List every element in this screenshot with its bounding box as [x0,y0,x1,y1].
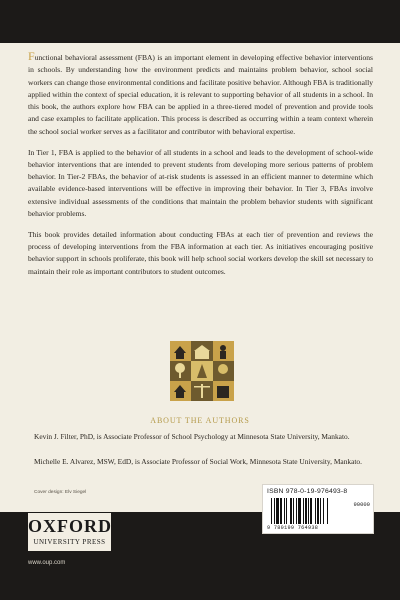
price-code: 90000 [353,501,370,508]
description [28,50,373,287]
paragraph-3: This book provides detailed information about conducting FBAs at each tier of prevention and reviews the process of developing interventions from the FBA information at each tier. As initiatives encouraging positive behavior support in schools proliferate, this book will help school social workers develop the skill set necessary to maintain their role as important contributors to student outcomes. [28,229,373,276]
book-emblem-icon [170,341,234,401]
about-authors-heading: ABOUT THE AUTHORS [150,416,250,425]
barcode-icon [271,498,349,524]
drop-cap: F [28,49,35,63]
author-bio-alvarez: Michelle E. Alvarez, MSW, EdD, is Associate Professor of Social Work, Minnesota State University, Mankato. [34,457,362,466]
cover-design-credit: Cover design: Elv Siegel [34,490,87,495]
isbn-label: ISBN 978-0-19-976493-8 [267,488,348,495]
paragraph-1-text: unctional behavioral assessment (FBA) is an important element in developing effective behavior interventions in schools. By understanding how the environment predicts and maintains problem behavior, school social workers can change those environmental conditions and facilitate positive behavior. Although FBA is traditionally applied within the context of special education, it is relevant to supporting behavior of all students in a school. In this book, the authors explore how FBA can be applied in a three-tiered model of prevention and provide tools and case examples to facilitate application. This process is described as occurring within a team context wherein the school social worker serves as a facilitator and contributor with behavioral expertise. [28,53,373,136]
publisher-name: OXFORD [28,516,112,536]
top-band [0,0,400,43]
paragraph-2: In Tier 1, FBA is applied to the behavior of all students in a school and leads to the development of school-wide behavior interventions that are intended to prevent students from developing more serious patterns of problem behavior. In Tier-2 FBAs, the behavior of at-risk students is assessed in an efficient manner to determine which available evidence-based interventions will be effective in improving their behavior. In Tier 3, FBAs involve extensive individual assessments of the conditions that maintain the problem behavior students with significant behavior problems. [28,147,373,219]
author-bio-filter: Kevin J. Filter, PhD, is Associate Professor of School Psychology at Minnesota State University, Mankato. [34,432,350,441]
barcode-number: 9 780199 764938 [267,525,319,531]
paragraph-1 [28,50,373,138]
publisher-url: www.oup.com [28,560,66,566]
publisher-subtitle: UNIVERSITY PRESS [33,538,106,546]
publisher-logo [28,513,111,551]
barcode-box [262,484,374,534]
